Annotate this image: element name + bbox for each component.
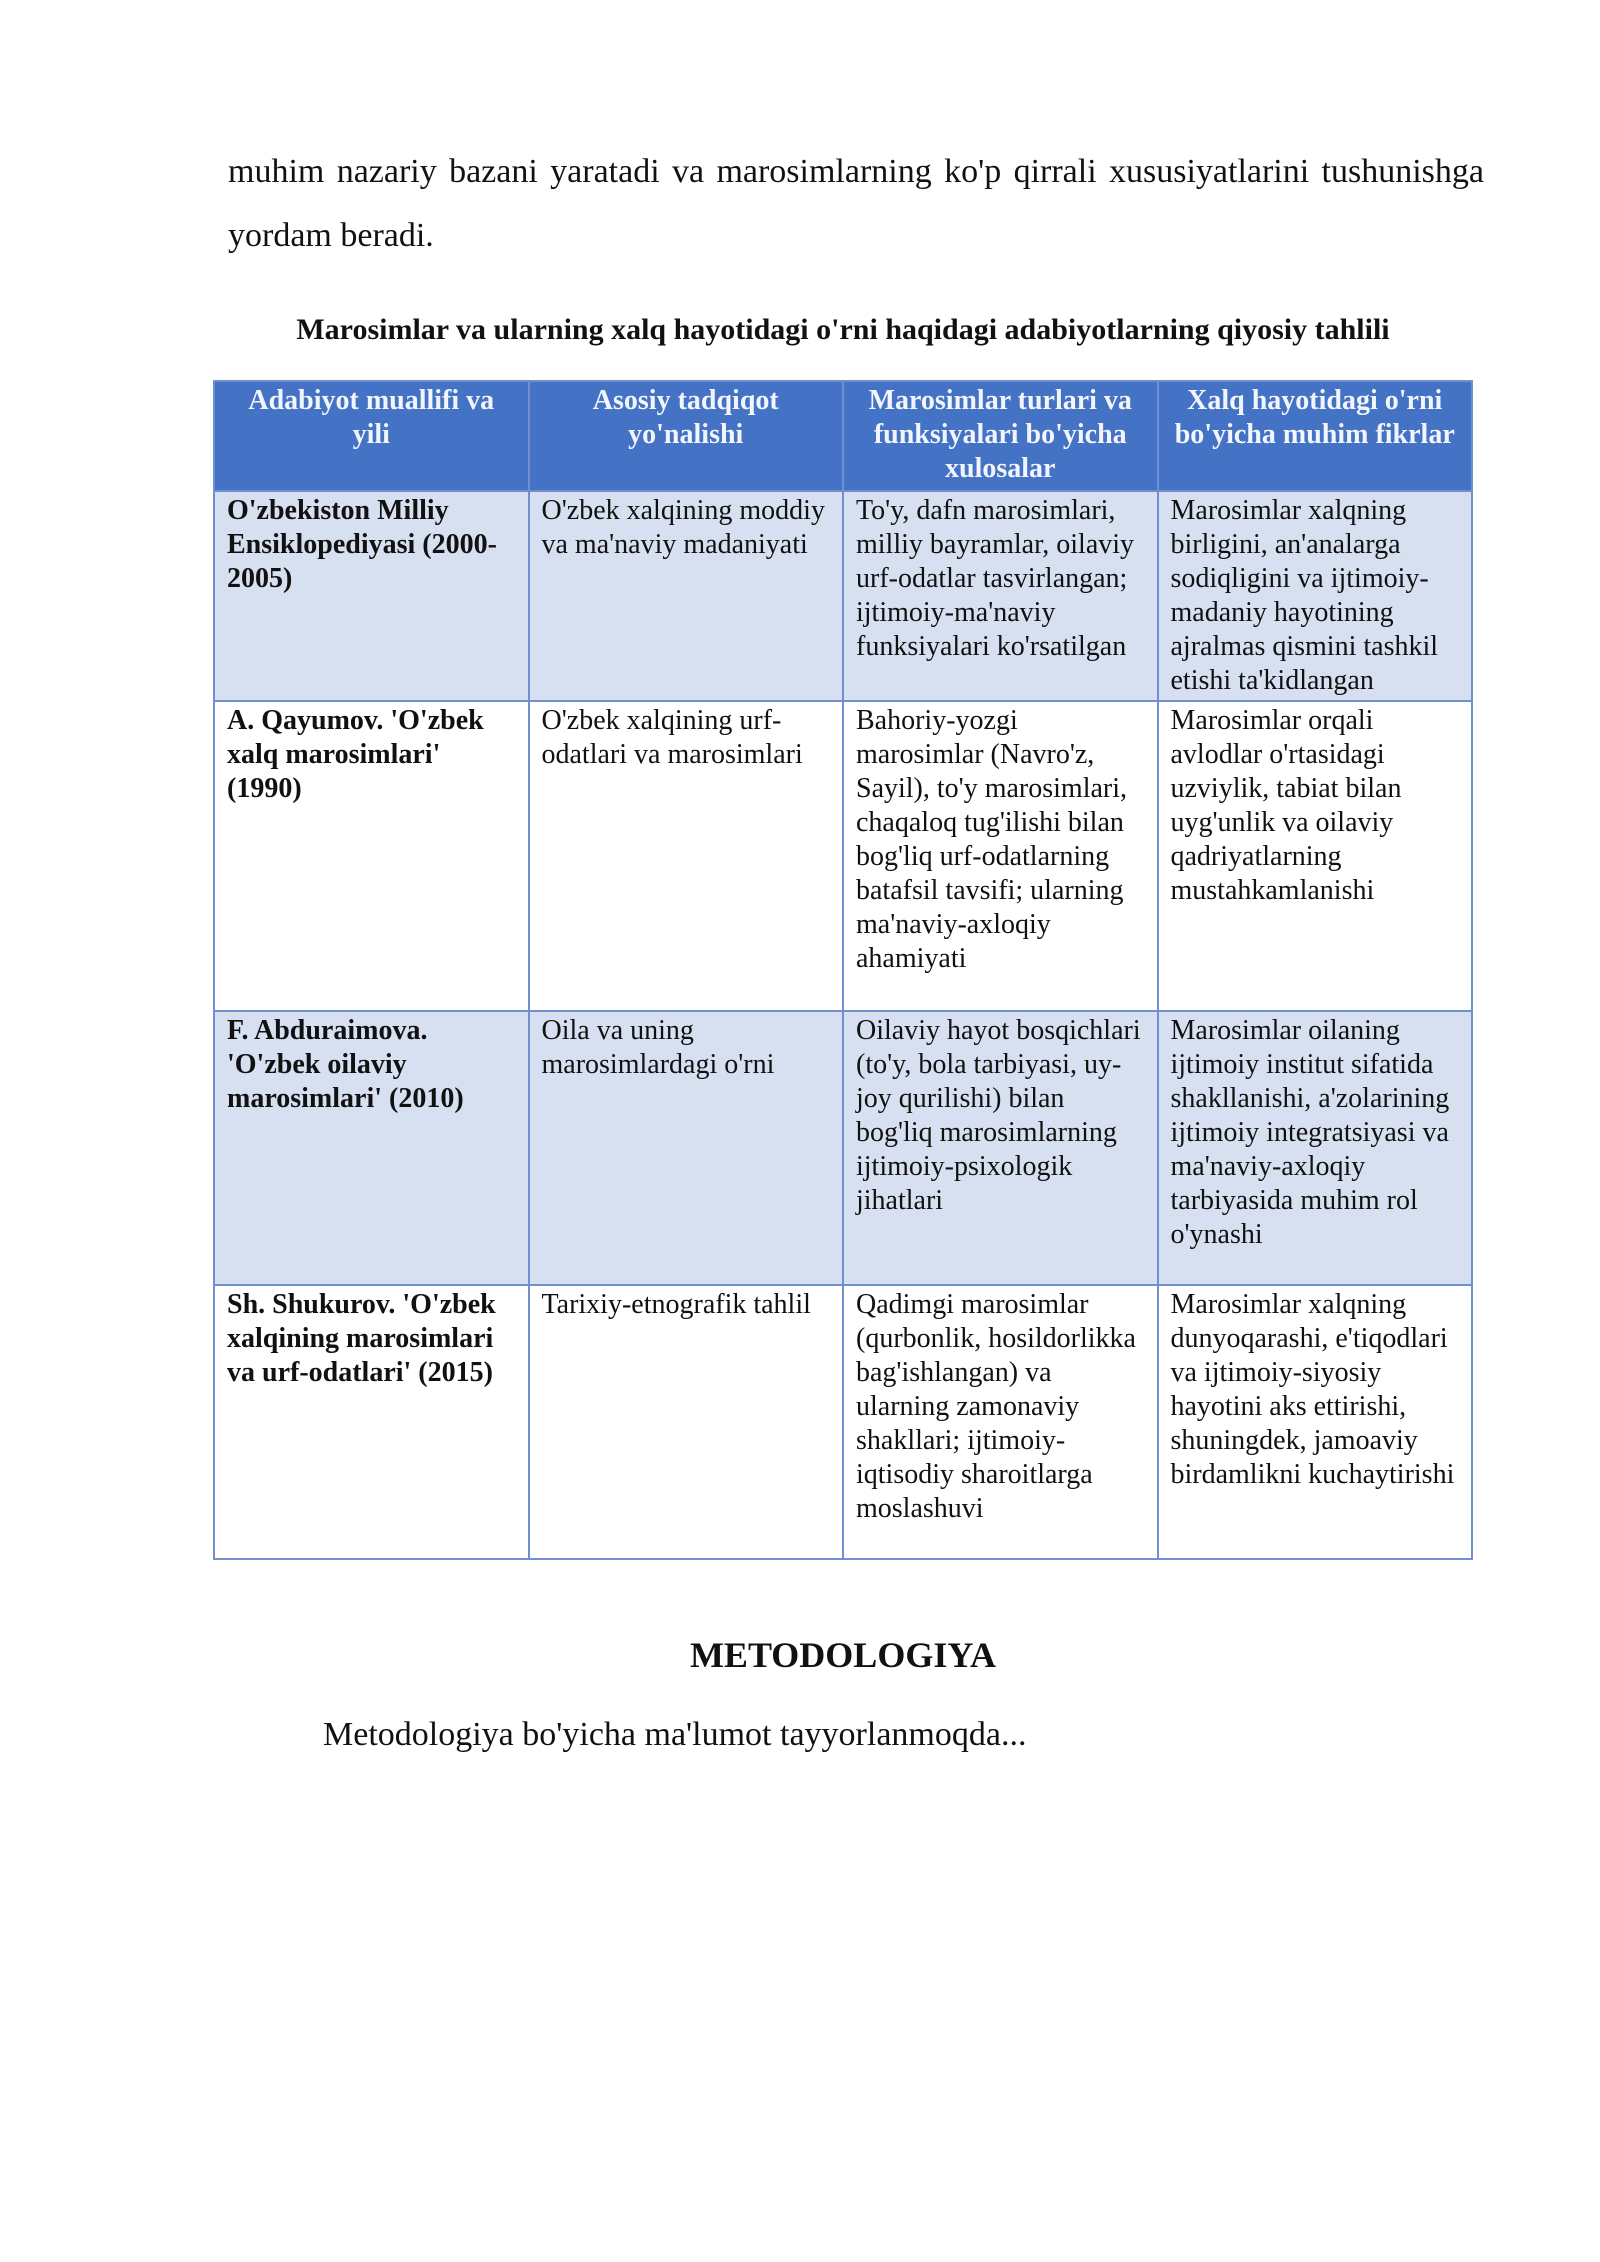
header-author-year: Adabiyot muallifi va yili — [214, 381, 529, 491]
header-role-in-life: Xalq hayotidagi o'rni bo'yicha muhim fikrlar — [1158, 381, 1473, 491]
cell-direction: Tarixiy-etnografik tahlil — [529, 1285, 844, 1559]
intro-paragraph: muhim nazariy bazani yaratadi va marosimlarning ko'p qirrali xususiyatlarini tushunishga yordam beradi. — [228, 153, 1484, 254]
cell-role: Marosimlar xalqning birligini, an'analarga sodiqligini va ijtimoiy-madaniy hayotining ajralmas qismini tashkil etishi ta'kidlangan — [1158, 491, 1473, 701]
cell-conclusions: Bahoriy-yozgi marosimlar (Navro'z, Sayil), to'y marosimlari, chaqaloq tug'ilishi bilan bog'liq urf-odatlarning batafsil tavsifi; ularning ma'naviy-axloqiy ahamiyati — [843, 701, 1158, 1011]
table-row — [214, 1285, 1472, 1559]
table-row — [214, 491, 1472, 701]
header-conclusions: Marosimlar turlari va funksiyalari bo'yicha xulosalar — [843, 381, 1158, 491]
cell-author: O'zbekiston Milliy Ensiklopediyasi (2000-2005) — [214, 491, 529, 701]
cell-direction: Oila va uning marosimlardagi o'rni — [529, 1011, 844, 1285]
section-body-text: Metodologiya bo'yicha ma'lumot tayyorlanmoqda... — [323, 1716, 1027, 1753]
section-heading: METODOLOGIYA — [689, 1635, 997, 1675]
cell-role: Marosimlar orqali avlodlar o'rtasidagi uzviylik, tabiat bilan uyg'unlik va oilaviy qadriyatlarning mustahkamlanishi — [1158, 701, 1473, 1011]
header-research-direction: Asosiy tadqiqot yo'nalishi — [529, 381, 844, 491]
cell-author: A. Qayumov. 'O'zbek xalq marosimlari' (1990) — [214, 701, 529, 1011]
cell-role: Marosimlar oilaning ijtimoiy institut sifatida shakllanishi, a'zolarining ijtimoiy integratsiyasi va ma'naviy-axloqiy tarbiyasida muhim rol o'ynashi — [1158, 1011, 1473, 1285]
cell-conclusions: Oilaviy hayot bosqichlari (to'y, bola tarbiyasi, uy-joy qurilishi) bilan bog'liq marosimlarning ijtimoiy-psixologik jihatlari — [843, 1011, 1158, 1285]
cell-direction: O'zbek xalqining moddiy va ma'naviy madaniyati — [529, 491, 844, 701]
cell-direction: O'zbek xalqining urf-odatlari va marosimlari — [529, 701, 844, 1011]
literature-comparison-table — [213, 380, 1473, 1560]
cell-role: Marosimlar xalqning dunyoqarashi, e'tiqodlari va ijtimoiy-siyosiy hayotini aks ettirishi, shuningdek, jamoaviy birdamlikni kuchaytirishi — [1158, 1285, 1473, 1559]
cell-conclusions: Qadimgi marosimlar (qurbonlik, hosildorlikka bag'ishlangan) va ularning zamonaviy shakllari; ijtimoiy-iqtisodiy sharoitlarga moslashuvi — [843, 1285, 1158, 1559]
table-row — [214, 1011, 1472, 1285]
cell-author: Sh. Shukurov. 'O'zbek xalqining marosimlari va urf-odatlari' (2015) — [214, 1285, 529, 1559]
cell-author: F. Abduraimova. 'O'zbek oilaviy marosimlari' (2010) — [214, 1011, 529, 1285]
table-caption: Marosimlar va ularning xalq hayotidagi o'rni haqidagi adabiyotlarning qiyosiy tahlili — [296, 313, 1390, 346]
cell-conclusions: To'y, dafn marosimlari, milliy bayramlar, oilaviy urf-odatlar tasvirlangan; ijtimoiy-ma'naviy funksiyalari ko'rsatilgan — [843, 491, 1158, 701]
table-header-row — [214, 381, 1472, 491]
table-row — [214, 701, 1472, 1011]
